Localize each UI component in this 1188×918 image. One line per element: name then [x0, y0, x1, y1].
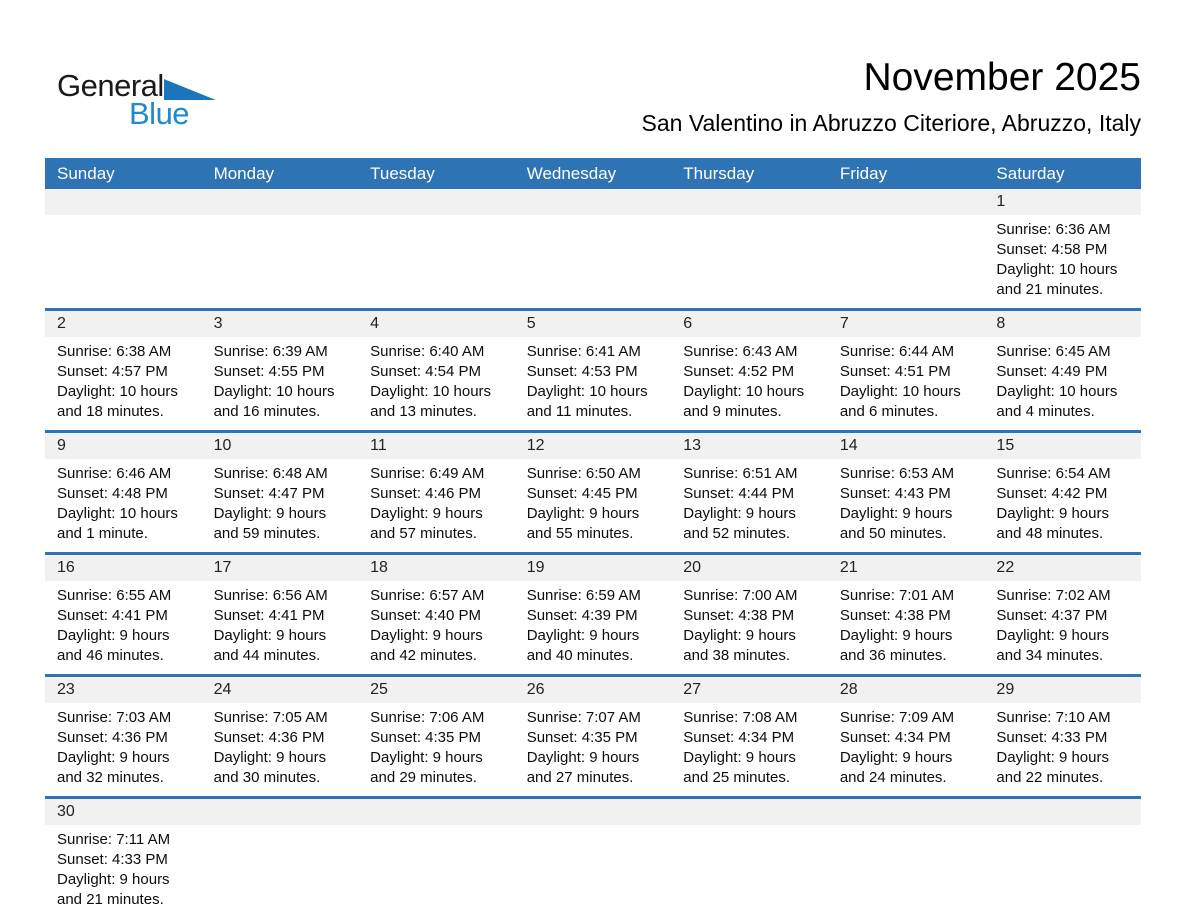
day-cell	[202, 703, 359, 796]
daylight-text: Daylight: 9 hours and 59 minutes.	[213, 505, 327, 542]
day-cell	[828, 581, 985, 674]
daylight-text: Daylight: 9 hours and 32 minutes.	[57, 749, 170, 786]
daylight-text: Daylight: 9 hours and 48 minutes.	[996, 505, 1109, 542]
empty-cell	[671, 215, 828, 308]
sunrise-text: Sunrise: 6:44 AM	[839, 343, 955, 360]
day-number: 24	[213, 681, 232, 698]
logo-text-blue: Blue	[129, 96, 190, 131]
weekday-header-row	[45, 158, 1141, 189]
day-number: 22	[996, 559, 1015, 576]
weekday-label-wednesday: Wednesday	[526, 163, 617, 183]
page-header	[45, 0, 1141, 158]
empty-cell	[515, 825, 672, 918]
sunrise-text: Sunrise: 7:03 AM	[57, 709, 172, 726]
day-cell	[671, 703, 828, 796]
day-cell	[671, 581, 828, 674]
weekday-label-tuesday: Tuesday	[370, 163, 435, 183]
sunrise-text: Sunrise: 7:09 AM	[839, 709, 955, 726]
sunset-text: Sunset: 4:52 PM	[683, 363, 795, 380]
daylight-text: Daylight: 9 hours and 21 minutes.	[57, 871, 170, 908]
day-number: 23	[57, 681, 75, 698]
empty-cell	[358, 825, 515, 918]
sunrise-text: Sunrise: 6:45 AM	[996, 343, 1111, 360]
empty-cell	[671, 825, 828, 918]
day-number: 9	[57, 437, 66, 454]
sunset-text: Sunset: 4:43 PM	[839, 485, 951, 502]
day-number: 10	[213, 437, 232, 454]
sunrise-text: Sunrise: 7:05 AM	[213, 709, 328, 726]
sunset-text: Sunset: 4:51 PM	[839, 363, 951, 380]
sunrise-text: Sunrise: 6:41 AM	[526, 343, 641, 360]
sunset-text: Sunset: 4:48 PM	[57, 485, 168, 502]
sunrise-text: Sunrise: 7:06 AM	[370, 709, 485, 726]
day-number: 30	[57, 803, 75, 820]
sunrise-text: Sunrise: 6:57 AM	[370, 587, 485, 604]
sunset-text: Sunset: 4:34 PM	[683, 729, 795, 746]
calendar-body	[45, 189, 1141, 918]
sunset-text: Sunset: 4:36 PM	[213, 729, 325, 746]
sunset-text: Sunset: 4:39 PM	[526, 607, 638, 624]
sunrise-text: Sunrise: 7:10 AM	[996, 709, 1111, 726]
sunrise-text: Sunrise: 6:53 AM	[839, 465, 955, 482]
weekday-label-sunday: Sunday	[57, 163, 115, 183]
sunrise-text: Sunrise: 7:00 AM	[683, 587, 798, 604]
sunset-text: Sunset: 4:40 PM	[370, 607, 482, 624]
day-number: 28	[839, 681, 858, 698]
sunrise-text: Sunrise: 7:07 AM	[526, 709, 641, 726]
daylight-text: Daylight: 9 hours and 38 minutes.	[683, 627, 796, 664]
daylight-text: Daylight: 10 hours and 9 minutes.	[683, 383, 805, 420]
sunset-text: Sunset: 4:46 PM	[370, 485, 482, 502]
weekday-label-saturday: Saturday	[996, 163, 1065, 183]
daylight-text: Daylight: 9 hours and 29 minutes.	[370, 749, 483, 786]
sunrise-text: Sunrise: 7:01 AM	[839, 587, 955, 604]
day-cell	[828, 337, 985, 430]
sunset-text: Sunset: 4:49 PM	[996, 363, 1108, 380]
day-cell	[515, 337, 672, 430]
sunrise-text: Sunrise: 7:02 AM	[996, 587, 1111, 604]
sunrise-text: Sunrise: 6:59 AM	[526, 587, 641, 604]
sunset-text: Sunset: 4:38 PM	[839, 607, 951, 624]
day-cell	[202, 337, 359, 430]
daylight-text: Daylight: 10 hours and 1 minute.	[57, 505, 178, 542]
sunset-text: Sunset: 4:36 PM	[57, 729, 168, 746]
day-number: 6	[683, 315, 693, 332]
day-cell	[515, 459, 672, 552]
day-number: 17	[213, 559, 232, 576]
day-number: 8	[996, 315, 1006, 332]
daylight-text: Daylight: 9 hours and 55 minutes.	[526, 505, 640, 542]
sunset-text: Sunset: 4:58 PM	[996, 241, 1108, 258]
sunrise-text: Sunrise: 6:49 AM	[370, 465, 485, 482]
sunrise-text: Sunrise: 6:40 AM	[370, 343, 485, 360]
day-number: 3	[213, 315, 223, 332]
sunset-text: Sunset: 4:35 PM	[526, 729, 638, 746]
sunset-text: Sunset: 4:47 PM	[213, 485, 325, 502]
day-cell	[828, 703, 985, 796]
daylight-text: Daylight: 9 hours and 52 minutes.	[683, 505, 796, 542]
day-number: 16	[57, 559, 75, 576]
weekday-label-thursday: Thursday	[683, 163, 755, 183]
day-cell	[671, 337, 828, 430]
day-cell	[984, 459, 1141, 552]
daylight-text: Daylight: 9 hours and 22 minutes.	[996, 749, 1109, 786]
day-cell	[515, 581, 672, 674]
week-cells	[45, 337, 1141, 430]
day-cell	[358, 337, 515, 430]
day-cell	[358, 581, 515, 674]
day-number: 5	[526, 315, 536, 332]
day-number: 14	[839, 437, 858, 454]
sunset-text: Sunset: 4:33 PM	[996, 729, 1108, 746]
general-blue-logo	[57, 70, 257, 140]
sunrise-text: Sunrise: 6:48 AM	[213, 465, 328, 482]
day-cell	[671, 459, 828, 552]
week-row	[45, 189, 1141, 308]
week-cells	[45, 581, 1141, 674]
daylight-text: Daylight: 10 hours and 11 minutes.	[526, 383, 648, 420]
day-number: 7	[839, 315, 849, 332]
weekday-label-monday: Monday	[213, 163, 275, 183]
daylight-text: Daylight: 10 hours and 6 minutes.	[839, 383, 961, 420]
daylight-text: Daylight: 9 hours and 27 minutes.	[526, 749, 640, 786]
day-number: 2	[57, 315, 66, 332]
sunrise-text: Sunrise: 6:38 AM	[57, 343, 172, 360]
week-row	[45, 796, 1141, 918]
sunrise-text: Sunrise: 6:55 AM	[57, 587, 172, 604]
empty-cell	[202, 215, 359, 308]
sunrise-text: Sunrise: 6:36 AM	[996, 221, 1111, 238]
week-row	[45, 308, 1141, 430]
day-cell	[45, 459, 202, 552]
day-number: 27	[683, 681, 702, 698]
day-number-band	[45, 311, 1141, 337]
daylight-text: Daylight: 9 hours and 46 minutes.	[57, 627, 170, 664]
empty-cell	[515, 215, 672, 308]
day-number: 26	[526, 681, 545, 698]
day-cell	[45, 825, 202, 918]
daylight-text: Daylight: 9 hours and 57 minutes.	[370, 505, 483, 542]
day-cell	[984, 215, 1141, 308]
day-number: 12	[526, 437, 545, 454]
sunrise-text: Sunrise: 7:11 AM	[57, 831, 171, 848]
daylight-text: Daylight: 9 hours and 40 minutes.	[526, 627, 640, 664]
sunrise-text: Sunrise: 6:54 AM	[996, 465, 1111, 482]
daylight-text: Daylight: 10 hours and 16 minutes.	[213, 383, 335, 420]
sunrise-text: Sunrise: 6:56 AM	[213, 587, 328, 604]
day-number: 15	[996, 437, 1015, 454]
sunset-text: Sunset: 4:37 PM	[996, 607, 1108, 624]
sunset-text: Sunset: 4:41 PM	[57, 607, 168, 624]
sunset-text: Sunset: 4:44 PM	[683, 485, 795, 502]
daylight-text: Daylight: 9 hours and 24 minutes.	[839, 749, 953, 786]
day-number: 1	[996, 193, 1006, 210]
sunrise-text: Sunrise: 6:43 AM	[683, 343, 798, 360]
day-cell	[984, 581, 1141, 674]
day-cell	[984, 337, 1141, 430]
day-number: 11	[370, 437, 387, 454]
day-number: 20	[683, 559, 702, 576]
day-number: 4	[370, 315, 380, 332]
daylight-text: Daylight: 9 hours and 44 minutes.	[213, 627, 327, 664]
week-row	[45, 552, 1141, 674]
day-number: 25	[370, 681, 388, 698]
day-cell	[45, 581, 202, 674]
daylight-text: Daylight: 9 hours and 34 minutes.	[996, 627, 1109, 664]
empty-cell	[358, 215, 515, 308]
page-subtitle: San Valentino in Abruzzo Citeriore, Abruzzo, Italy	[641, 109, 1141, 136]
sunset-text: Sunset: 4:35 PM	[370, 729, 482, 746]
daylight-text: Daylight: 9 hours and 30 minutes.	[213, 749, 327, 786]
sunset-text: Sunset: 4:54 PM	[370, 363, 482, 380]
calendar	[45, 158, 1141, 918]
empty-cell	[828, 215, 985, 308]
sunset-text: Sunset: 4:34 PM	[839, 729, 951, 746]
week-row	[45, 430, 1141, 552]
logo-text-general: General	[57, 68, 164, 103]
day-cell	[202, 459, 359, 552]
empty-cell	[202, 825, 359, 918]
day-number: 21	[839, 559, 858, 576]
day-cell	[202, 581, 359, 674]
day-number-band	[45, 189, 1141, 215]
week-cells	[45, 825, 1141, 918]
day-cell	[515, 703, 672, 796]
week-row	[45, 674, 1141, 796]
sunrise-text: Sunrise: 7:08 AM	[683, 709, 798, 726]
day-number-band	[45, 433, 1141, 459]
empty-cell	[45, 215, 202, 308]
sunset-text: Sunset: 4:38 PM	[683, 607, 795, 624]
day-cell	[45, 703, 202, 796]
page-title: November 2025	[863, 56, 1141, 99]
week-cells	[45, 215, 1141, 308]
sunset-text: Sunset: 4:42 PM	[996, 485, 1108, 502]
daylight-text: Daylight: 10 hours and 21 minutes.	[996, 261, 1118, 298]
day-number: 18	[370, 559, 388, 576]
daylight-text: Daylight: 9 hours and 36 minutes.	[839, 627, 953, 664]
empty-cell	[984, 825, 1141, 918]
sunrise-text: Sunrise: 6:51 AM	[683, 465, 798, 482]
daylight-text: Daylight: 10 hours and 18 minutes.	[57, 383, 178, 420]
empty-cell	[828, 825, 985, 918]
sunset-text: Sunset: 4:55 PM	[213, 363, 325, 380]
day-cell	[828, 459, 985, 552]
sunrise-text: Sunrise: 6:46 AM	[57, 465, 172, 482]
day-cell	[984, 703, 1141, 796]
sunrise-text: Sunrise: 6:50 AM	[526, 465, 641, 482]
daylight-text: Daylight: 9 hours and 42 minutes.	[370, 627, 483, 664]
sunrise-text: Sunrise: 6:39 AM	[213, 343, 328, 360]
week-cells	[45, 703, 1141, 796]
sunset-text: Sunset: 4:53 PM	[526, 363, 638, 380]
day-number-band	[45, 799, 1141, 825]
sunset-text: Sunset: 4:41 PM	[213, 607, 325, 624]
daylight-text: Daylight: 9 hours and 50 minutes.	[839, 505, 953, 542]
day-number: 13	[683, 437, 702, 454]
week-cells	[45, 459, 1141, 552]
sunset-text: Sunset: 4:33 PM	[57, 851, 168, 868]
day-cell	[45, 337, 202, 430]
day-number: 19	[526, 559, 545, 576]
weekday-label-friday: Friday	[839, 163, 888, 183]
day-cell	[358, 459, 515, 552]
sunset-text: Sunset: 4:45 PM	[526, 485, 638, 502]
day-number-band	[45, 677, 1141, 703]
day-number: 29	[996, 681, 1015, 698]
day-number-band	[45, 555, 1141, 581]
daylight-text: Daylight: 10 hours and 13 minutes.	[370, 383, 492, 420]
daylight-text: Daylight: 9 hours and 25 minutes.	[683, 749, 796, 786]
sunset-text: Sunset: 4:57 PM	[57, 363, 168, 380]
daylight-text: Daylight: 10 hours and 4 minutes.	[996, 383, 1118, 420]
day-cell	[358, 703, 515, 796]
